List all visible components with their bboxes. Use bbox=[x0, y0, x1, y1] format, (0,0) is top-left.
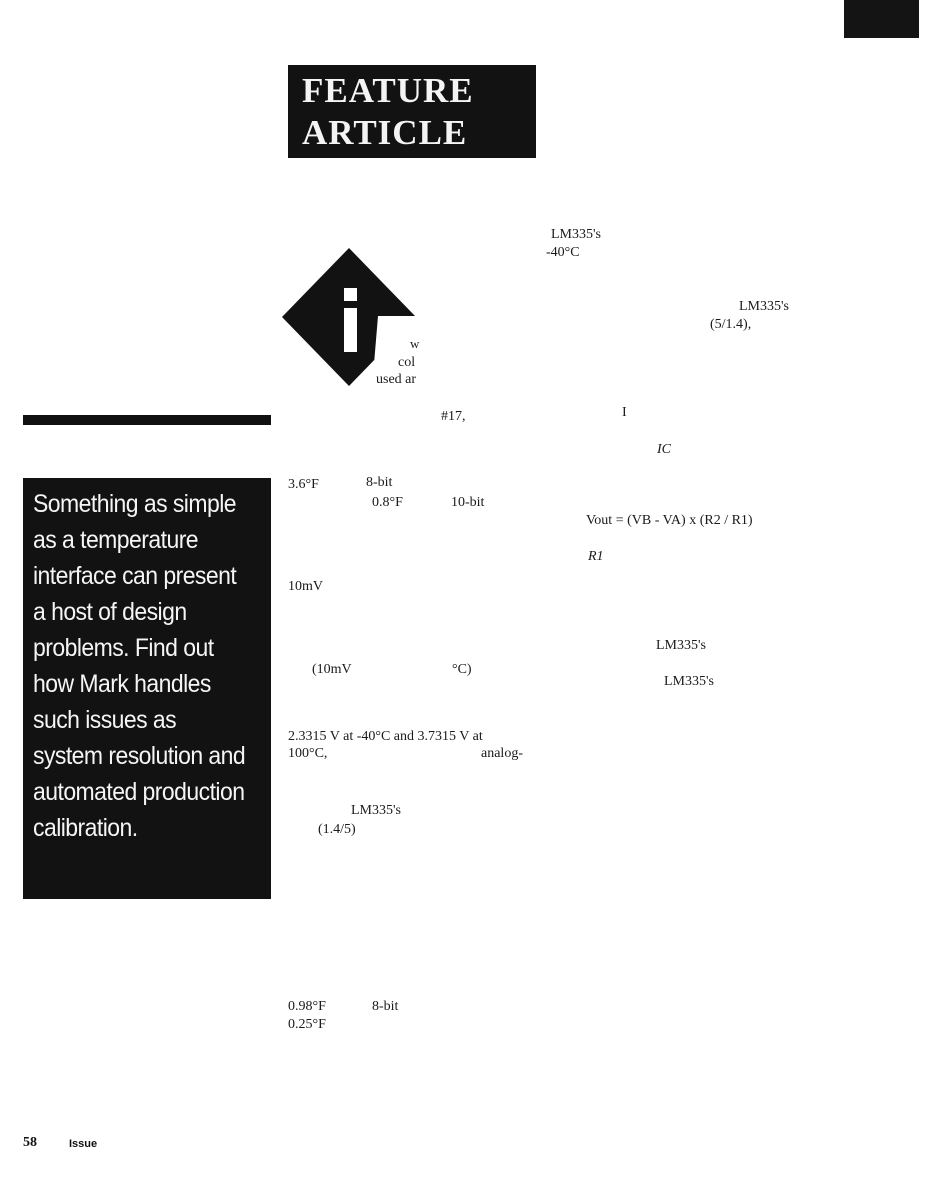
text-fragment: (1.4/5) bbox=[318, 822, 356, 837]
text-fragment: 2.3315 V at -40°C and 3.7315 V at bbox=[288, 729, 483, 744]
text-fragment: I bbox=[622, 405, 627, 420]
dropcap-fragment: col bbox=[398, 355, 416, 370]
corner-tab bbox=[844, 0, 919, 38]
dropcap-fragment: w bbox=[410, 336, 420, 351]
info-diamond-icon bbox=[282, 248, 416, 388]
issue-label: Issue bbox=[69, 1138, 98, 1150]
text-fragment: LM335's bbox=[351, 803, 401, 818]
text-fragment: (10mV bbox=[312, 662, 352, 677]
text-fragment: -40°C bbox=[546, 245, 580, 260]
text-fragment: 0.98°F bbox=[288, 999, 326, 1014]
text-fragment: analog- bbox=[481, 746, 523, 761]
text-fragment: 8-bit bbox=[366, 475, 393, 490]
pullquote-text: Something as simple as a temperature interface can present a host of design problems. Find out how Mark handles such issues as system resolution and automated production calibration. bbox=[33, 490, 246, 842]
text-fragment: 0.25°F bbox=[288, 1017, 326, 1032]
text-fragment: 3.6°F bbox=[288, 477, 319, 492]
text-fragment: LM335's bbox=[656, 638, 706, 653]
equation: Vout = (VB - VA) x (R2 / R1) bbox=[586, 513, 753, 528]
dropcap-fragment: used ar bbox=[376, 372, 417, 387]
text-fragment: LM335's bbox=[664, 674, 714, 689]
text-fragment: 10-bit bbox=[451, 495, 485, 510]
text-fragment: LM335's bbox=[739, 299, 789, 314]
section-banner bbox=[288, 65, 536, 158]
text-fragment: 10mV bbox=[288, 579, 323, 594]
divider-rule bbox=[23, 415, 271, 425]
text-fragment: (5/1.4), bbox=[710, 317, 752, 332]
text-fragment: 8-bit bbox=[372, 999, 399, 1014]
text-fragment: 100°C, bbox=[288, 746, 328, 761]
text-fragment: °C) bbox=[452, 662, 472, 677]
section-label-line1: FEATURE bbox=[302, 71, 474, 110]
section-label-line2: ARTICLE bbox=[302, 113, 468, 152]
text-fragment: IC bbox=[657, 442, 671, 457]
text-fragment: #17, bbox=[441, 409, 466, 424]
page-number: 58 bbox=[23, 1135, 37, 1150]
pullquote-box bbox=[23, 478, 271, 899]
text-fragment: LM335's bbox=[551, 227, 601, 242]
text-fragment: 0.8°F bbox=[372, 495, 403, 510]
text-fragment: R1 bbox=[588, 549, 604, 564]
